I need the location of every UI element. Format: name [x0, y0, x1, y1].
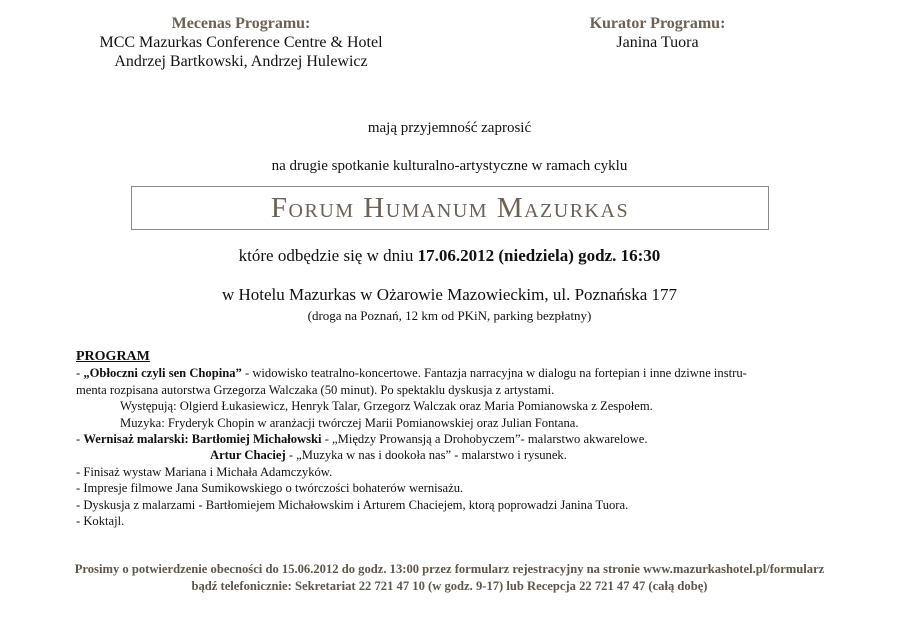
- invite-line-1: mają przyjemność zaprosić: [367, 120, 532, 136]
- rsvp-line-1: Prosimy o potwierdzenie obecności do 15.06.2012 do godz. 13:00 przez formularz rejestracyjny na stronie www.mazurkashotel.pl/formularz: [74, 562, 825, 576]
- program-item-2b-title: Artur Chaciej: [210, 448, 286, 463]
- curator-name: Janina Tuora: [616, 34, 699, 51]
- event-date-line: [0, 246, 899, 266]
- program-item-1-desc: - widowisko teatralno-koncertowe. Fantazja narracyjna w dialogu na fortepian i inne dziwne instru-: [241, 366, 747, 381]
- program-item-6: - Koktajl.: [76, 514, 125, 529]
- program-item-1-music: Muzyka: Fryderyk Chopin w aranżacji twórczej Marii Pomianowskiej oraz Julian Fontana.: [120, 415, 579, 430]
- venue-note: (droga na Poznań, 12 km od PKiN, parking bezpłatny): [307, 308, 592, 323]
- program-item-5: - Dyskusja z malarzami - Bartłomiejem Michałowskim i Arturem Chaciejem, ktorą poprowadzi Janina Tuora.: [76, 497, 629, 512]
- event-title: Forum Humanum Mazurkas: [270, 191, 630, 224]
- sponsor-block: [56, 14, 426, 71]
- program-item-3: - Finisaż wystaw Mariana i Michała Adamczyków.: [76, 464, 333, 479]
- sponsor-title: Mecenas Programu:: [171, 15, 311, 32]
- curator-title: Kurator Programu:: [589, 15, 726, 32]
- program-item-4: - Impresje filmowe Jana Sumikowskiego o twórczości bohaterów wernisażu.: [76, 481, 464, 496]
- date-prefix: które odbędzie się w dniu: [238, 246, 418, 265]
- venue-address: w Hotelu Mazurkas w Ożarowie Mazowieckim, ul. Poznańska 177: [221, 285, 678, 304]
- rsvp-line-2: bądź telefonicznie: Sekretariat 22 721 47 10 (w godz. 9-17) lub Recepcja 22 721 47 47 (całą dobę): [191, 579, 708, 593]
- event-datetime: 17.06.2012 (niedziela) godz. 16:30: [417, 246, 661, 265]
- event-title-box: [131, 186, 769, 230]
- program-item-1-title: „Obłoczni czyli sen Chopina”: [83, 366, 242, 381]
- program-item-1: - „Obłoczni czyli sen Chopina” - widowisko teatralno-koncertowe. Fantazja narracyjna w dialogu na fortepian i inne dziwne instru-: [76, 366, 747, 381]
- program-item-2: - Wernisaż malarski: Bartłomiej Michałowski - „Między Prowansją a Drohobyczem”- malarstwo akwarelowe.: [76, 432, 648, 447]
- sponsor-line-2: Andrzej Bartkowski, Andrzej Hulewicz: [114, 53, 368, 70]
- program-section: [76, 349, 876, 529]
- sponsor-line-1: MCC Mazurkas Conference Centre & Hotel: [99, 34, 383, 51]
- invite-line-2: na drugie spotkanie kulturalno-artystyczne w ramach cyklu: [271, 158, 628, 174]
- program-item-2-title: Wernisaż malarski: Bartłomiej Michałowski: [83, 432, 322, 447]
- program-item-1-cont: menta rozpisana autorstwa Grzegorza Walczaka (50 minut). Po spektaklu dyskusja z artystami.: [76, 382, 555, 397]
- program-item-1-cast: Występują: Olgierd Łukasiewicz, Henryk Talar, Grzegorz Walczak oraz Maria Pomianowska z Zespołem.: [120, 399, 653, 414]
- program-item-2-desc: - „Między Prowansją a Drohobyczem”- malarstwo akwarelowe.: [321, 432, 648, 447]
- program-heading: PROGRAM: [76, 349, 150, 364]
- curator-block: [560, 14, 755, 52]
- program-item-2b-desc: - „Muzyka w nas i dookoła nas” - malarstwo i rysunek.: [285, 448, 567, 463]
- rsvp-footer: [0, 561, 899, 595]
- program-item-2b: [76, 447, 876, 463]
